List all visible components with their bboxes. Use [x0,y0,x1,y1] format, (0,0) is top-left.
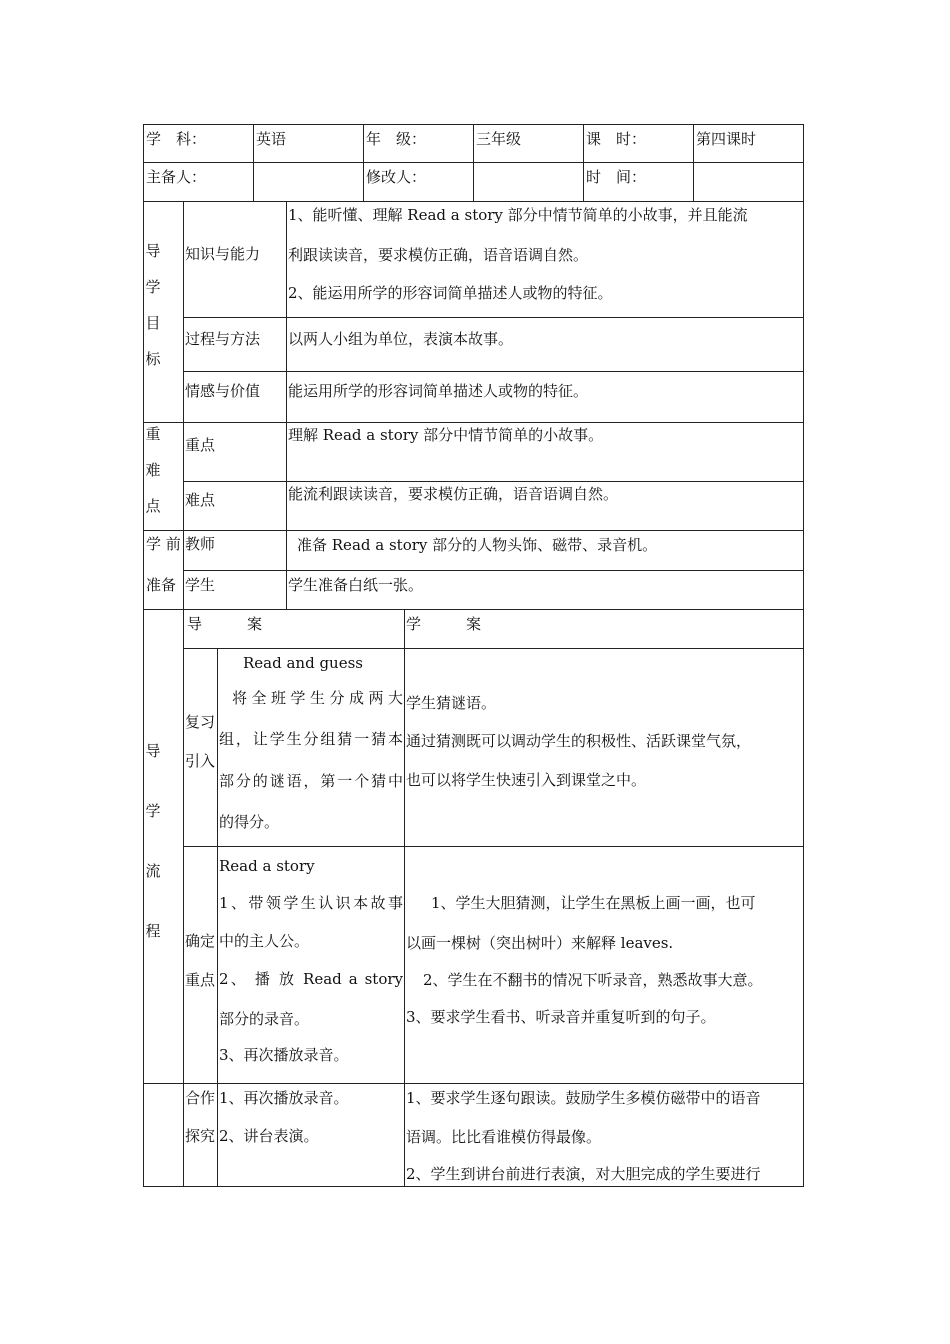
col-line [286,201,287,609]
row-line [183,371,804,372]
review-label: 引入 [185,752,216,770]
difficult-label: 难点 [185,491,216,509]
student-label: 学生 [185,576,216,594]
study-column-header: 学 案 [406,615,482,633]
row-line [183,570,804,571]
col-line [363,124,364,201]
focus-guide-line: 中的主人公。 [219,932,310,950]
teacher-text: 准备 Read a story 部分的人物头饰、磁带、录音机。 [297,536,658,554]
grade-value: 三年级 [476,130,522,148]
focus-study-line: 2、学生在不翻书的情况下听录音，熟悉故事大意。 [423,971,763,989]
section-char: 程 [145,922,161,940]
student-text: 学生准备白纸一张。 [288,576,424,594]
emotion-label: 情感与价值 [185,382,261,400]
review-guide-title: Read and guess [243,654,363,672]
guide-column-header: 导 案 [187,615,263,633]
reviser-label: 修改人： [366,168,427,186]
key-label: 重点 [185,436,216,454]
review-guide-line: 的得分。 [219,813,280,831]
section-char: 学 [145,278,161,296]
explore-guide-line: 1、再次播放录音。 [219,1089,349,1107]
focus-study-line: 1、学生大胆猜测，让学生在黑板上画一画，也可 [431,894,756,912]
focus-guide-line: 部分的录音。 [219,1010,310,1028]
focus-label: 重点 [185,971,216,989]
row-line [183,481,804,482]
review-guide-line: 组，让学生分组猜一猜本 [219,730,403,748]
row-line [143,201,804,202]
col-line [253,124,254,201]
col-line [183,201,184,1187]
prep-section-line2: 准备 [146,576,177,594]
review-label: 复习 [185,713,216,731]
row-line [143,609,804,610]
prep-section-line1: 学 前 [146,535,181,553]
col-line [217,648,218,1187]
section-char: 难 [145,461,161,479]
review-study-line: 也可以将学生快速引入到课堂之中。 [406,771,647,789]
review-study-line: 通过猜测既可以调动学生的积极性、活跃课堂气氛， [406,732,752,750]
process-label: 过程与方法 [185,330,261,348]
col-line [473,124,474,201]
row-line [143,422,804,423]
col-line [583,124,584,201]
focus-guide-title: Read a story [219,857,315,875]
explore-guide-line: 2、讲台表演。 [219,1127,319,1145]
grade-label: 年 级： [366,130,427,148]
explore-label: 合作 [185,1089,216,1107]
explore-study-line: 1、要求学生逐句跟读。鼓励学生多模仿磁带中的语音 [406,1089,761,1107]
section-char: 导 [145,242,161,260]
knowledge-label: 知识与能力 [185,245,261,263]
row-line [183,846,804,847]
focus-guide-line: 1、带领学生认识本故事 [219,894,403,912]
lesson-label: 课 时： [586,130,647,148]
section-char: 点 [145,497,161,515]
review-guide-line: 将全班学生分成两大 [232,689,403,707]
key-text: 理解 Read a story 部分中情节简单的小故事。 [288,426,604,444]
focus-study-line: 3、要求学生看书、听录音并重复听到的句子。 [406,1008,716,1026]
row-line [183,648,804,649]
table-right-border [803,124,804,1187]
section-char: 流 [145,862,161,880]
section-char: 重 [145,425,161,443]
table-bottom-border [143,1186,804,1187]
subject-label: 学 科： [146,130,207,148]
teacher-label: 教师 [185,535,216,553]
knowledge-line: 1、能听懂、理解 Read a story 部分中情节简单的小故事，并且能流 [288,206,748,224]
section-char: 导 [145,742,161,760]
lesson-value: 第四课时 [696,130,757,148]
row-line [143,1083,804,1084]
focus-guide-line: 2、 播 放 Read a story [219,970,403,988]
row-line [183,317,804,318]
difficult-text: 能流利跟读读音，要求模仿正确，语音语调自然。 [288,485,619,503]
emotion-text: 能运用所学的形容词简单描述人或物的特征。 [288,382,589,400]
explore-label: 探究 [185,1127,216,1145]
review-study-line: 学生猜谜语。 [406,694,497,712]
focus-label: 确定 [185,932,216,950]
knowledge-line: 2、能运用所学的形容词简单描述人或物的特征。 [288,284,613,302]
section-char: 目 [145,314,161,332]
section-char: 标 [145,350,161,368]
subject-value: 英语 [256,130,287,148]
explore-study-line: 2、学生到讲台前进行表演，对大胆完成的学生要进行 [406,1165,761,1183]
col-line [404,609,405,1187]
focus-guide-line: 3、再次播放录音。 [219,1046,349,1064]
section-char: 学 [145,802,161,820]
review-guide-line: 部分的谜语，第一个猜中 [219,772,403,790]
explore-study-line: 语调。比比看谁模仿得最像。 [406,1128,602,1146]
knowledge-line: 利跟读读音，要求模仿正确，语音语调自然。 [288,246,589,264]
process-text: 以两人小组为单位，表演本故事。 [288,330,514,348]
time-label: 时 间： [586,168,647,186]
preparer-label: 主备人： [146,168,207,186]
focus-study-line: 以画一棵树（突出树叶）来解释 leaves. [406,934,674,952]
col-line [693,124,694,201]
row-line [143,530,804,531]
